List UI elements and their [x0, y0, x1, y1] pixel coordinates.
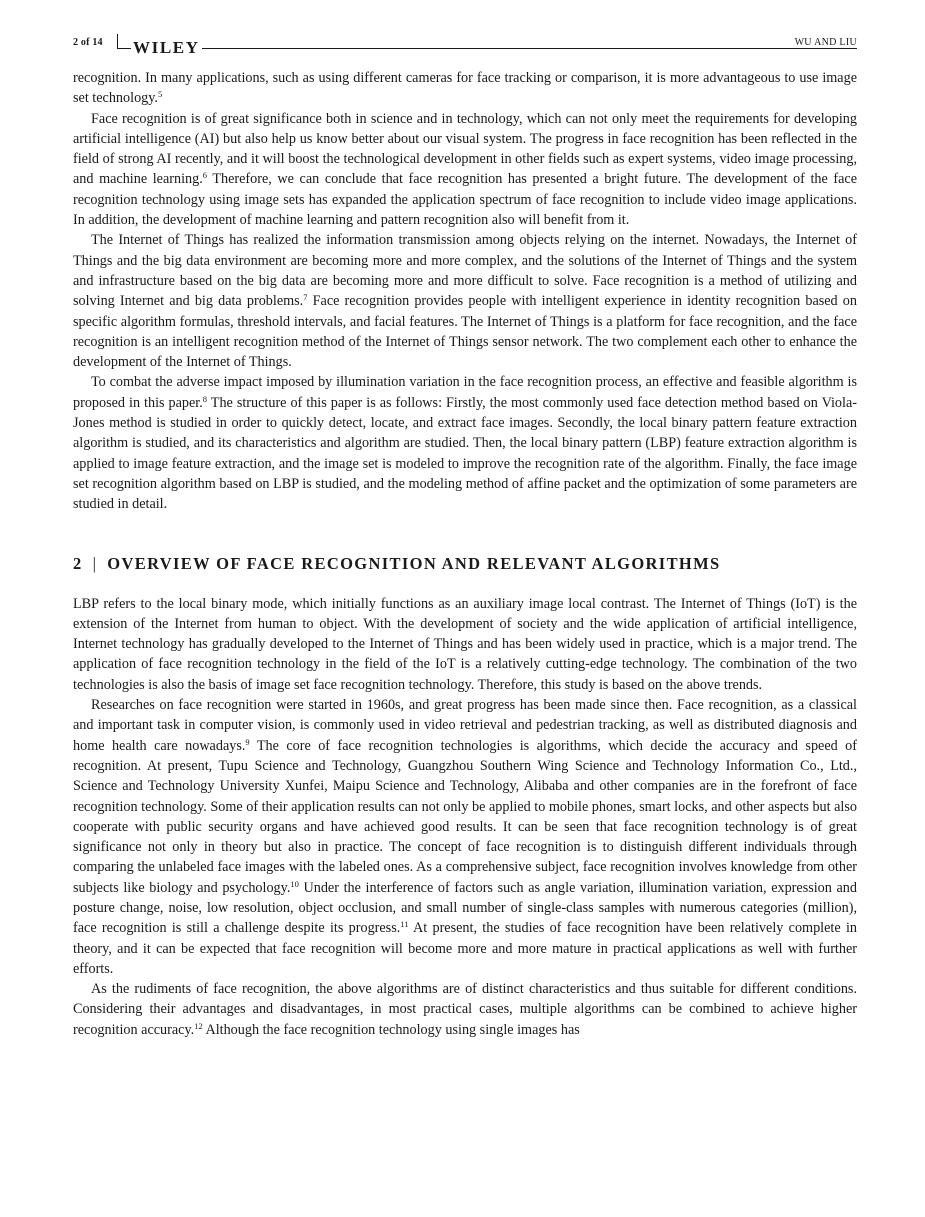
citation[interactable]: 11: [400, 919, 409, 930]
citation[interactable]: 10: [290, 878, 299, 889]
paragraph: Researches on face recognition were started in 1960s, and great progress has been made since then. Face recognition, as a classical and important task in computer vision, is commonly used in video retrieval and pedestrian tracking, as well as distributed diagnosis and home health care nowadays.$^9$ The core of face recognition technologies is algorithms, which decide the accuracy and speed of recognition. At present, Tupu Science and Technology, Guangzhou Southern Wing Science and Technology Information Co., Ltd., Science and Technology University Xunfei, Maipu Science and Technology, Alibaba and other companies are in the forefront of face recognition technology. Some of their application results can not only be applied to mobile phones, smart locks, and other aspects but also cooperate with public security organs and have achieved good results. It can be seen that face recognition technology is of great significance not only in theory but also in practice. The concept of face recognition is to distinguish different individuals through comparing the unlabeled face images with the labeled ones. As a comprehensive subject, face recognition involves knowledge from other subjects like biology and psychology.$^{10}$ Under the interference of factors such as angle variation, illumination variation, expression and posture change, noise, low resolution, object occlusion, and small number of single-class samples with numerous categories (million), face recognition is still a challenge despite its progress.$^{11}$ At present, the studies of face recognition have been relatively complete in theory, and it can be expected that face recognition will become more and more mature in practical applications as well with further efforts.: [73, 697, 857, 977]
paragraph: The Internet of Things has realized the information transmission among objects relying on the internet. Nowadays, the Internet of Things and the big data environment are becoming more and more complex, and the solutions of the Internet of Things and the system and infrastructure based on the big data are becoming more and more difficult to solve. Face recognition is a method of utilizing and solving Internet and big data problems.$^7$ Face recognition provides people with intelligent experience in identity recognition based on specific algorithm formulas, threshold intervals, and facial features. The Internet of Things is a platform for face recognition, and the face recognition is an intelligent recognition method of the Internet of Things sensor network. The two complement each other to enhance the development of the Internet of Things.: [73, 232, 857, 371]
running-head: WU AND LIU: [794, 37, 857, 48]
citation[interactable]: 12: [194, 1020, 203, 1031]
paragraph: To combat the adverse impact imposed by illumination variation in the face recognition process, an effective and feasible algorithm is proposed in this paper.$^8$ The structure of this paper is as follows: Firstly, the most commonly used face detection method based on Viola-Jones method is studied in order to quickly detect, locate, and extract face images. Secondly, the local binary pattern feature extraction algorithm is studied, and its characteristics and algorithm are studied. Then, the local binary pattern (LBP) feature extraction algorithm is applied to image feature extraction, and the image set is modeled to improve the recognition rate of the algorithm. Finally, the face image set recognition algorithm based on LBP is studied, and the modeling method of affine packet and the optimization of some parameters are studied in detail.: [73, 374, 857, 513]
section-number: 2: [73, 553, 83, 573]
citation[interactable]: 8: [202, 393, 208, 404]
citation[interactable]: 5: [157, 89, 163, 100]
citation[interactable]: 7: [303, 292, 308, 303]
article-body: [73, 68, 857, 1040]
page-number: 2 of 14: [73, 37, 103, 48]
paragraph: recognition. In many applications, such as using different cameras for face tracking or comparison, it is more advantageous to use image set technology.$^5$: [73, 70, 857, 107]
section-heading: [73, 553, 857, 575]
section-title: OVERVIEW OF FACE RECOGNITION AND RELEVANT ALGORITHMS: [107, 553, 721, 573]
header-divider: [117, 34, 118, 48]
paragraph: Face recognition is of great significance both in science and in technology, which can not only meet the requirements for developing artificial intelligence (AI) but also help us know better about our visual system. The progress in face recognition has been reflected in the field of strong AI recently, and it will boost the technological development in other fields such as expert systems, video image processing, and machine learning.$^6$ Therefore, we can conclude that face recognition has presented a bright future. The development of the face recognition technology using image sets has expanded the application spectrum of face recognition to include video image applications. In addition, the development of machine learning and pattern recognition also will benefit from it.: [73, 110, 857, 229]
header-rule: [117, 48, 857, 49]
citation[interactable]: 9: [245, 736, 250, 747]
paragraph: LBP refers to the local binary mode, which initially functions as an auxiliary image local contrast. The Internet of Things (IoT) is the extension of the Internet from human to object. With the development of society and the wide application of artificial intelligence, Internet technology has gradually developed to the Internet of Things and has been widely used in practice, which is a major trend. The application of face recognition technology in the field of the IoT is a relatively cutting-edge technology. The combination of the two technologies is also the basis of image set face recognition technology. Therefore, this study is based on the above trends.: [73, 595, 857, 693]
page-header: [73, 34, 857, 57]
citation[interactable]: 6: [202, 170, 208, 181]
section-separator: |: [92, 553, 98, 573]
paragraph: As the rudiments of face recognition, the above algorithms are of distinct characteristics and thus suitable for different conditions. Considering their advantages and disadvantages, in most practical cases, multiple algorithms can be combined to achieve higher recognition accuracy.$^{12}$ Although the face recognition technology using single images has: [73, 981, 857, 1038]
publisher-logo: WILEY: [133, 38, 200, 57]
